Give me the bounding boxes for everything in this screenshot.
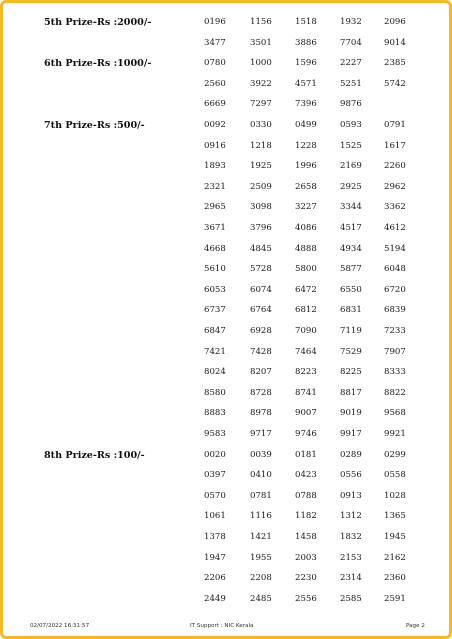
ticket-number: 2227 [340,58,362,69]
ticket-number: 9019 [340,408,362,419]
ticket-number: 1061 [204,511,226,522]
footer-timestamp: 02/07/2022 16:31:57 [30,623,90,629]
ticket-number: 2556 [295,593,317,604]
ticket-number: 7297 [250,99,272,110]
footer-page-number: Page 2 [406,623,425,629]
ticket-number: 0791 [384,120,406,130]
ticket-number: 2360 [384,573,406,584]
ticket-number: 1116 [250,511,272,522]
ticket-number: 5194 [384,243,406,254]
number-row [0,326,452,346]
ticket-number: 7529 [340,346,362,357]
ticket-number: 6831 [340,305,362,316]
ticket-number: 5800 [295,264,317,275]
ticket-number: 2658 [295,181,317,192]
ticket-number: 9917 [340,429,362,439]
ticket-number: 4571 [295,78,317,89]
ticket-number: 7428 [250,346,272,357]
ticket-number: 8580 [204,387,226,398]
number-row [0,367,452,387]
ticket-number: 2096 [384,17,406,27]
ticket-number: 3344 [340,202,362,213]
number-row [0,244,452,264]
ticket-number: 2230 [295,573,317,584]
ticket-number: 5251 [340,78,362,89]
number-row [0,511,452,531]
number-row [0,573,452,593]
ticket-number: 2962 [384,181,406,192]
ticket-number: 0788 [295,490,317,501]
ticket-number: 7464 [295,346,317,357]
ticket-number: 1893 [204,161,226,172]
ticket-number: 1932 [340,17,362,27]
number-row [0,347,452,367]
ticket-number: 0423 [295,470,317,481]
ticket-number: 2449 [204,593,226,604]
ticket-number: 6720 [384,284,406,295]
ticket-number: 8024 [204,367,226,378]
ticket-number: 3362 [384,202,406,213]
ticket-number: 1596 [295,58,317,69]
ticket-number: 8333 [384,367,406,378]
ticket-number: 2560 [204,78,226,89]
ticket-number: 8225 [340,367,362,378]
ticket-number: 2965 [204,202,226,213]
ticket-number: 6669 [204,99,226,110]
ticket-number: 1518 [295,17,317,27]
ticket-number: 1996 [295,161,317,172]
number-row [0,161,452,181]
ticket-number: 1421 [250,531,272,542]
ticket-number: 7233 [384,326,406,336]
ticket-number: 1218 [250,140,272,151]
ticket-number: 4845 [250,243,272,254]
ticket-number: 0299 [384,449,406,460]
ticket-number: 0196 [204,17,226,27]
ticket-number: 1458 [295,531,317,542]
ticket-number: 6928 [250,326,272,336]
footer-support: IT Support : NIC Kerala [190,623,254,629]
ticket-number: 2208 [250,573,272,584]
ticket-number: 2321 [204,181,226,192]
ticket-number: 1028 [384,490,406,501]
ticket-number: 7396 [295,99,317,110]
number-row [0,285,452,305]
ticket-number: 3477 [204,37,226,48]
number-row [0,58,452,78]
number-row [0,408,452,428]
prize-heading: 7th Prize-Rs :500/- [44,120,145,131]
ticket-number: 2314 [340,573,362,584]
ticket-number: 1228 [295,140,317,151]
number-row [0,79,452,99]
number-row [0,305,452,325]
ticket-number: 0499 [295,120,317,130]
ticket-number: 9921 [384,429,406,439]
ticket-number: 0330 [250,120,272,130]
number-row [0,388,452,408]
ticket-number: 8822 [384,387,406,398]
ticket-number: 1378 [204,531,226,542]
ticket-number: 1955 [250,552,272,563]
number-row [0,99,452,119]
ticket-number: 2385 [384,58,406,69]
ticket-number: 2591 [384,593,406,604]
ticket-number: 6074 [250,284,272,295]
ticket-number: 1617 [384,140,406,151]
ticket-number: 7119 [340,326,362,336]
ticket-number: 7704 [340,37,362,48]
number-row [0,429,452,449]
ticket-number: 4888 [295,243,317,254]
ticket-number: 9583 [204,429,226,439]
ticket-number: 6847 [204,326,226,336]
number-row [0,38,452,58]
ticket-number: 0092 [204,120,226,130]
ticket-number: 0570 [204,490,226,501]
ticket-number: 3501 [250,37,272,48]
ticket-number: 6737 [204,305,226,316]
ticket-number: 5610 [204,264,226,275]
ticket-number: 9717 [250,429,272,439]
number-row [0,202,452,222]
ticket-number: 6053 [204,284,226,295]
prize-heading: 6th Prize-Rs :1000/- [44,58,152,70]
ticket-number: 2206 [204,573,226,584]
ticket-number: 2260 [384,161,406,172]
ticket-number: 6472 [295,284,317,295]
ticket-number: 4612 [384,223,406,233]
ticket-number: 0913 [340,490,362,501]
ticket-number: 8223 [295,367,317,378]
ticket-number: 4086 [295,223,317,233]
ticket-number: 2585 [340,593,362,604]
ticket-number: 3922 [250,78,272,89]
ticket-number: 0039 [250,449,272,460]
ticket-number: 1182 [295,511,317,522]
prize-heading: 5th Prize-Rs :2000/- [44,17,152,28]
number-row [0,553,452,573]
number-row [0,594,452,614]
ticket-number: 1832 [340,531,362,542]
number-row [0,120,452,140]
number-row [0,532,452,552]
prize-heading: 8th Prize-Rs :100/- [44,449,145,461]
ticket-number: 9568 [384,408,406,419]
ticket-number: 3886 [295,37,317,48]
number-row [0,17,452,37]
number-row [0,264,452,284]
ticket-number: 9746 [295,429,317,439]
number-row [0,491,452,511]
ticket-number: 7421 [204,346,226,357]
ticket-number: 2169 [340,161,362,172]
ticket-number: 3098 [250,202,272,213]
ticket-number: 2162 [384,552,406,563]
ticket-number: 7907 [384,346,406,357]
ticket-number: 4668 [204,243,226,254]
ticket-number: 9876 [340,99,362,110]
ticket-number: 5742 [384,78,406,89]
ticket-number: 0593 [340,120,362,130]
ticket-number: 0397 [204,470,226,481]
ticket-number: 8741 [295,387,317,398]
ticket-number: 2153 [340,552,362,563]
ticket-number: 5728 [250,264,272,275]
ticket-number: 1000 [250,58,272,69]
ticket-number: 2509 [250,181,272,192]
ticket-number: 8978 [250,408,272,419]
ticket-number: 3671 [204,223,226,233]
ticket-number: 1925 [250,161,272,172]
ticket-number: 7090 [295,326,317,336]
ticket-number: 0780 [204,58,226,69]
ticket-number: 8207 [250,367,272,378]
ticket-number: 9014 [384,37,406,48]
ticket-number: 0781 [250,490,272,501]
ticket-number: 1945 [384,531,406,542]
ticket-number: 6839 [384,305,406,316]
ticket-number: 6812 [295,305,317,316]
ticket-number: 3796 [250,223,272,233]
ticket-number: 0558 [384,470,406,481]
ticket-number: 2003 [295,552,317,563]
ticket-number: 0020 [204,449,226,460]
ticket-number: 1312 [340,511,362,522]
number-row [0,182,452,202]
number-row [0,141,452,161]
ticket-number: 6550 [340,284,362,295]
ticket-number: 1525 [340,140,362,151]
ticket-number: 0556 [340,470,362,481]
ticket-number: 1365 [384,511,406,522]
ticket-number: 8817 [340,387,362,398]
ticket-number: 2925 [340,181,362,192]
ticket-number: 0410 [250,470,272,481]
ticket-number: 4517 [340,223,362,233]
ticket-number: 0916 [204,140,226,151]
ticket-number: 0181 [295,449,317,460]
ticket-number: 8883 [204,408,226,419]
number-row [0,470,452,490]
number-row [0,450,452,470]
ticket-number: 2485 [250,593,272,604]
ticket-number: 3227 [295,202,317,213]
ticket-number: 8728 [250,387,272,398]
ticket-number: 6048 [384,264,406,275]
ticket-number: 1156 [250,17,272,27]
number-row [0,223,452,243]
ticket-number: 4934 [340,243,362,254]
ticket-number: 0289 [340,449,362,460]
ticket-number: 5877 [340,264,362,275]
ticket-number: 6764 [250,305,272,316]
ticket-number: 1947 [204,552,226,563]
ticket-number: 9007 [295,408,317,419]
